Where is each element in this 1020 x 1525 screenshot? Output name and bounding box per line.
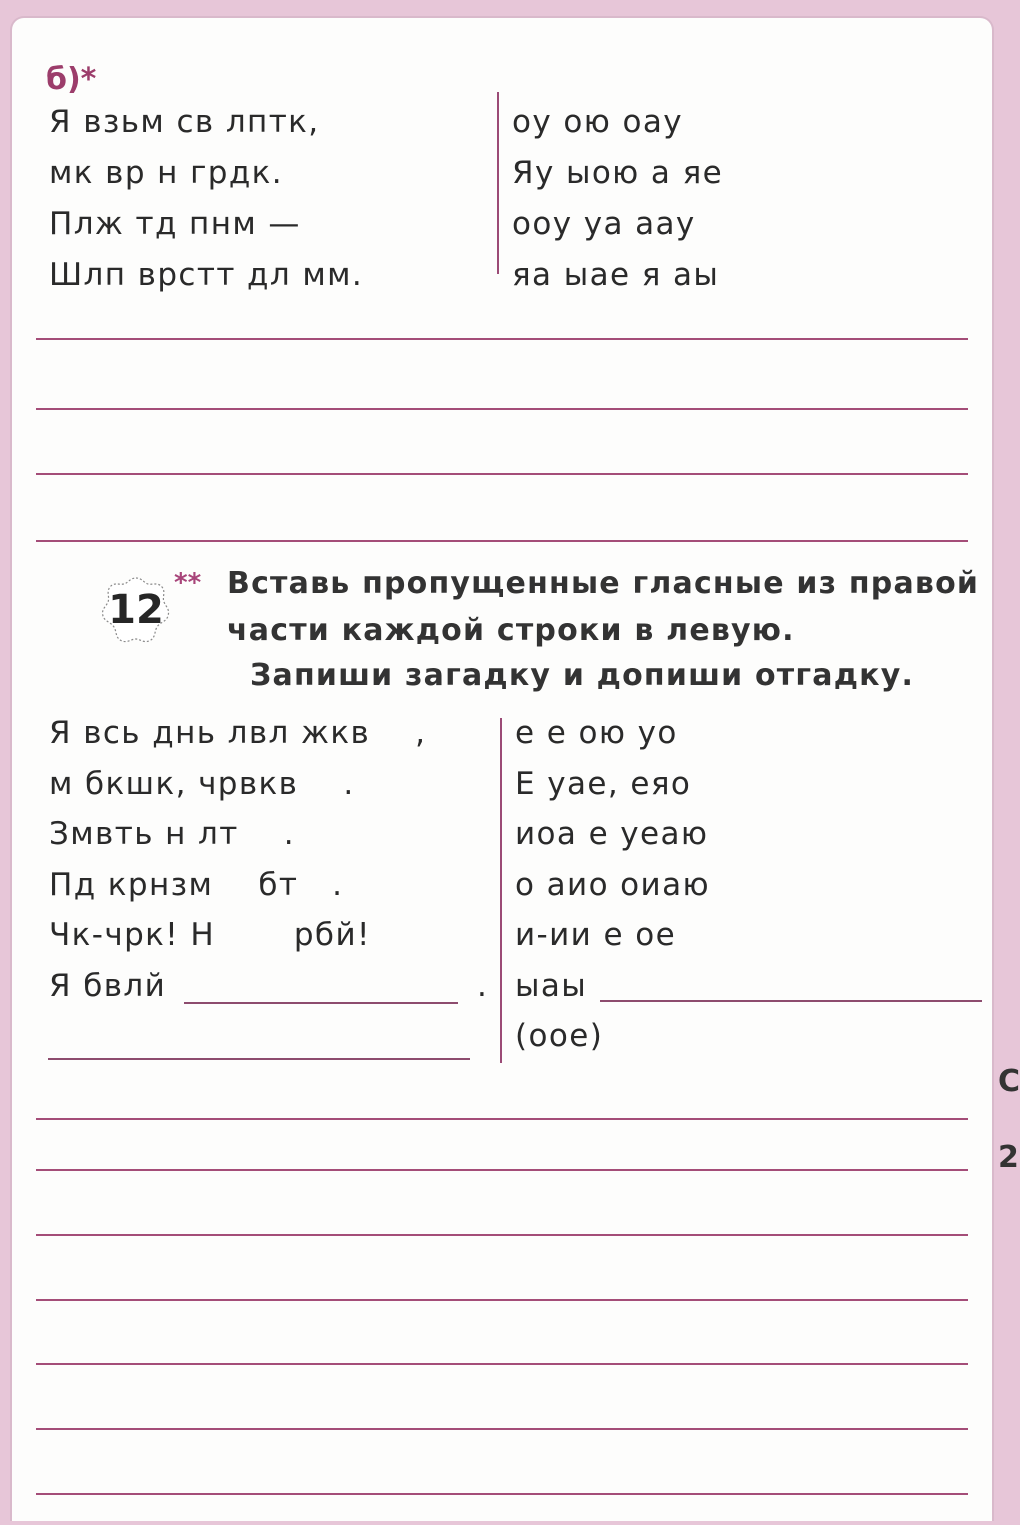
writing-line[interactable] — [36, 540, 968, 542]
riddle-right-line: ыаы — [515, 968, 588, 1004]
part-b-column-divider — [497, 92, 499, 274]
riddle-left-line: м бкшк, чрвкв . — [49, 766, 355, 802]
writing-line[interactable] — [36, 473, 968, 475]
part-b-right-line: оу ою оау — [512, 104, 683, 140]
instruction-line: Вставь пропущенные гласные из правой — [227, 566, 980, 601]
line-end-dot: . — [477, 968, 489, 1004]
riddle-left-line: Чк-чрк! Н рбй! — [49, 917, 371, 953]
writing-line[interactable] — [36, 1363, 968, 1365]
difficulty-stars: ** — [174, 568, 202, 598]
riddle-left-line: Пд крнзм бт . — [49, 867, 344, 903]
page-edge-mark: С — [998, 1064, 1020, 1099]
writing-line[interactable] — [36, 1428, 968, 1430]
instruction-line: Запиши загадку и допиши отгадку. — [250, 658, 915, 693]
writing-line[interactable] — [36, 1493, 968, 1495]
part-b-right-line: Яу ыою а яе — [512, 155, 724, 191]
writing-line[interactable] — [36, 408, 968, 410]
task-number-badge — [100, 574, 172, 646]
riddle-left-line: Я всь днь лвл жкв , — [49, 715, 427, 751]
writing-line[interactable] — [36, 1169, 968, 1171]
instruction-line: части каждой строки в левую. — [227, 613, 795, 648]
part-b-right-line: яа ыае я аы — [512, 257, 720, 293]
part-b-left-line: Я взьм св лптк, — [49, 104, 320, 140]
part-b-left-line: Плж тд пнм — — [49, 206, 301, 242]
task-number: 12 — [108, 587, 164, 633]
riddle-right-line: (оое) — [515, 1018, 604, 1054]
part-b-left-line: мк вр н грдк. — [49, 155, 284, 191]
riddle-right-line: е е ою уо — [515, 715, 678, 751]
part-b-right-line: ооу уа аау — [512, 206, 696, 242]
riddle-right-line: и-ии е ое — [515, 917, 677, 953]
writing-line[interactable] — [36, 1299, 968, 1301]
workbook-page — [10, 16, 994, 1521]
answer-fill-line[interactable] — [48, 1058, 470, 1060]
riddle-right-line: Е уае, еяо — [515, 766, 692, 802]
page-edge-mark: 2 — [998, 1140, 1019, 1175]
writing-line[interactable] — [36, 338, 968, 340]
answer-fill-line[interactable] — [600, 1000, 982, 1002]
answer-fill-line[interactable] — [184, 1002, 458, 1004]
riddle-column-divider — [500, 718, 502, 1063]
part-b-label: б)* — [46, 62, 97, 97]
writing-line[interactable] — [36, 1234, 968, 1236]
riddle-left-line: Я бвлй — [49, 968, 167, 1004]
riddle-left-line: Змвть н лт . — [49, 816, 295, 852]
riddle-right-line: о аио оиаю — [515, 867, 710, 903]
riddle-right-line: иоа е уеаю — [515, 816, 709, 852]
part-b-left-line: Шлп врстт дл мм. — [49, 257, 364, 293]
writing-line[interactable] — [36, 1118, 968, 1120]
